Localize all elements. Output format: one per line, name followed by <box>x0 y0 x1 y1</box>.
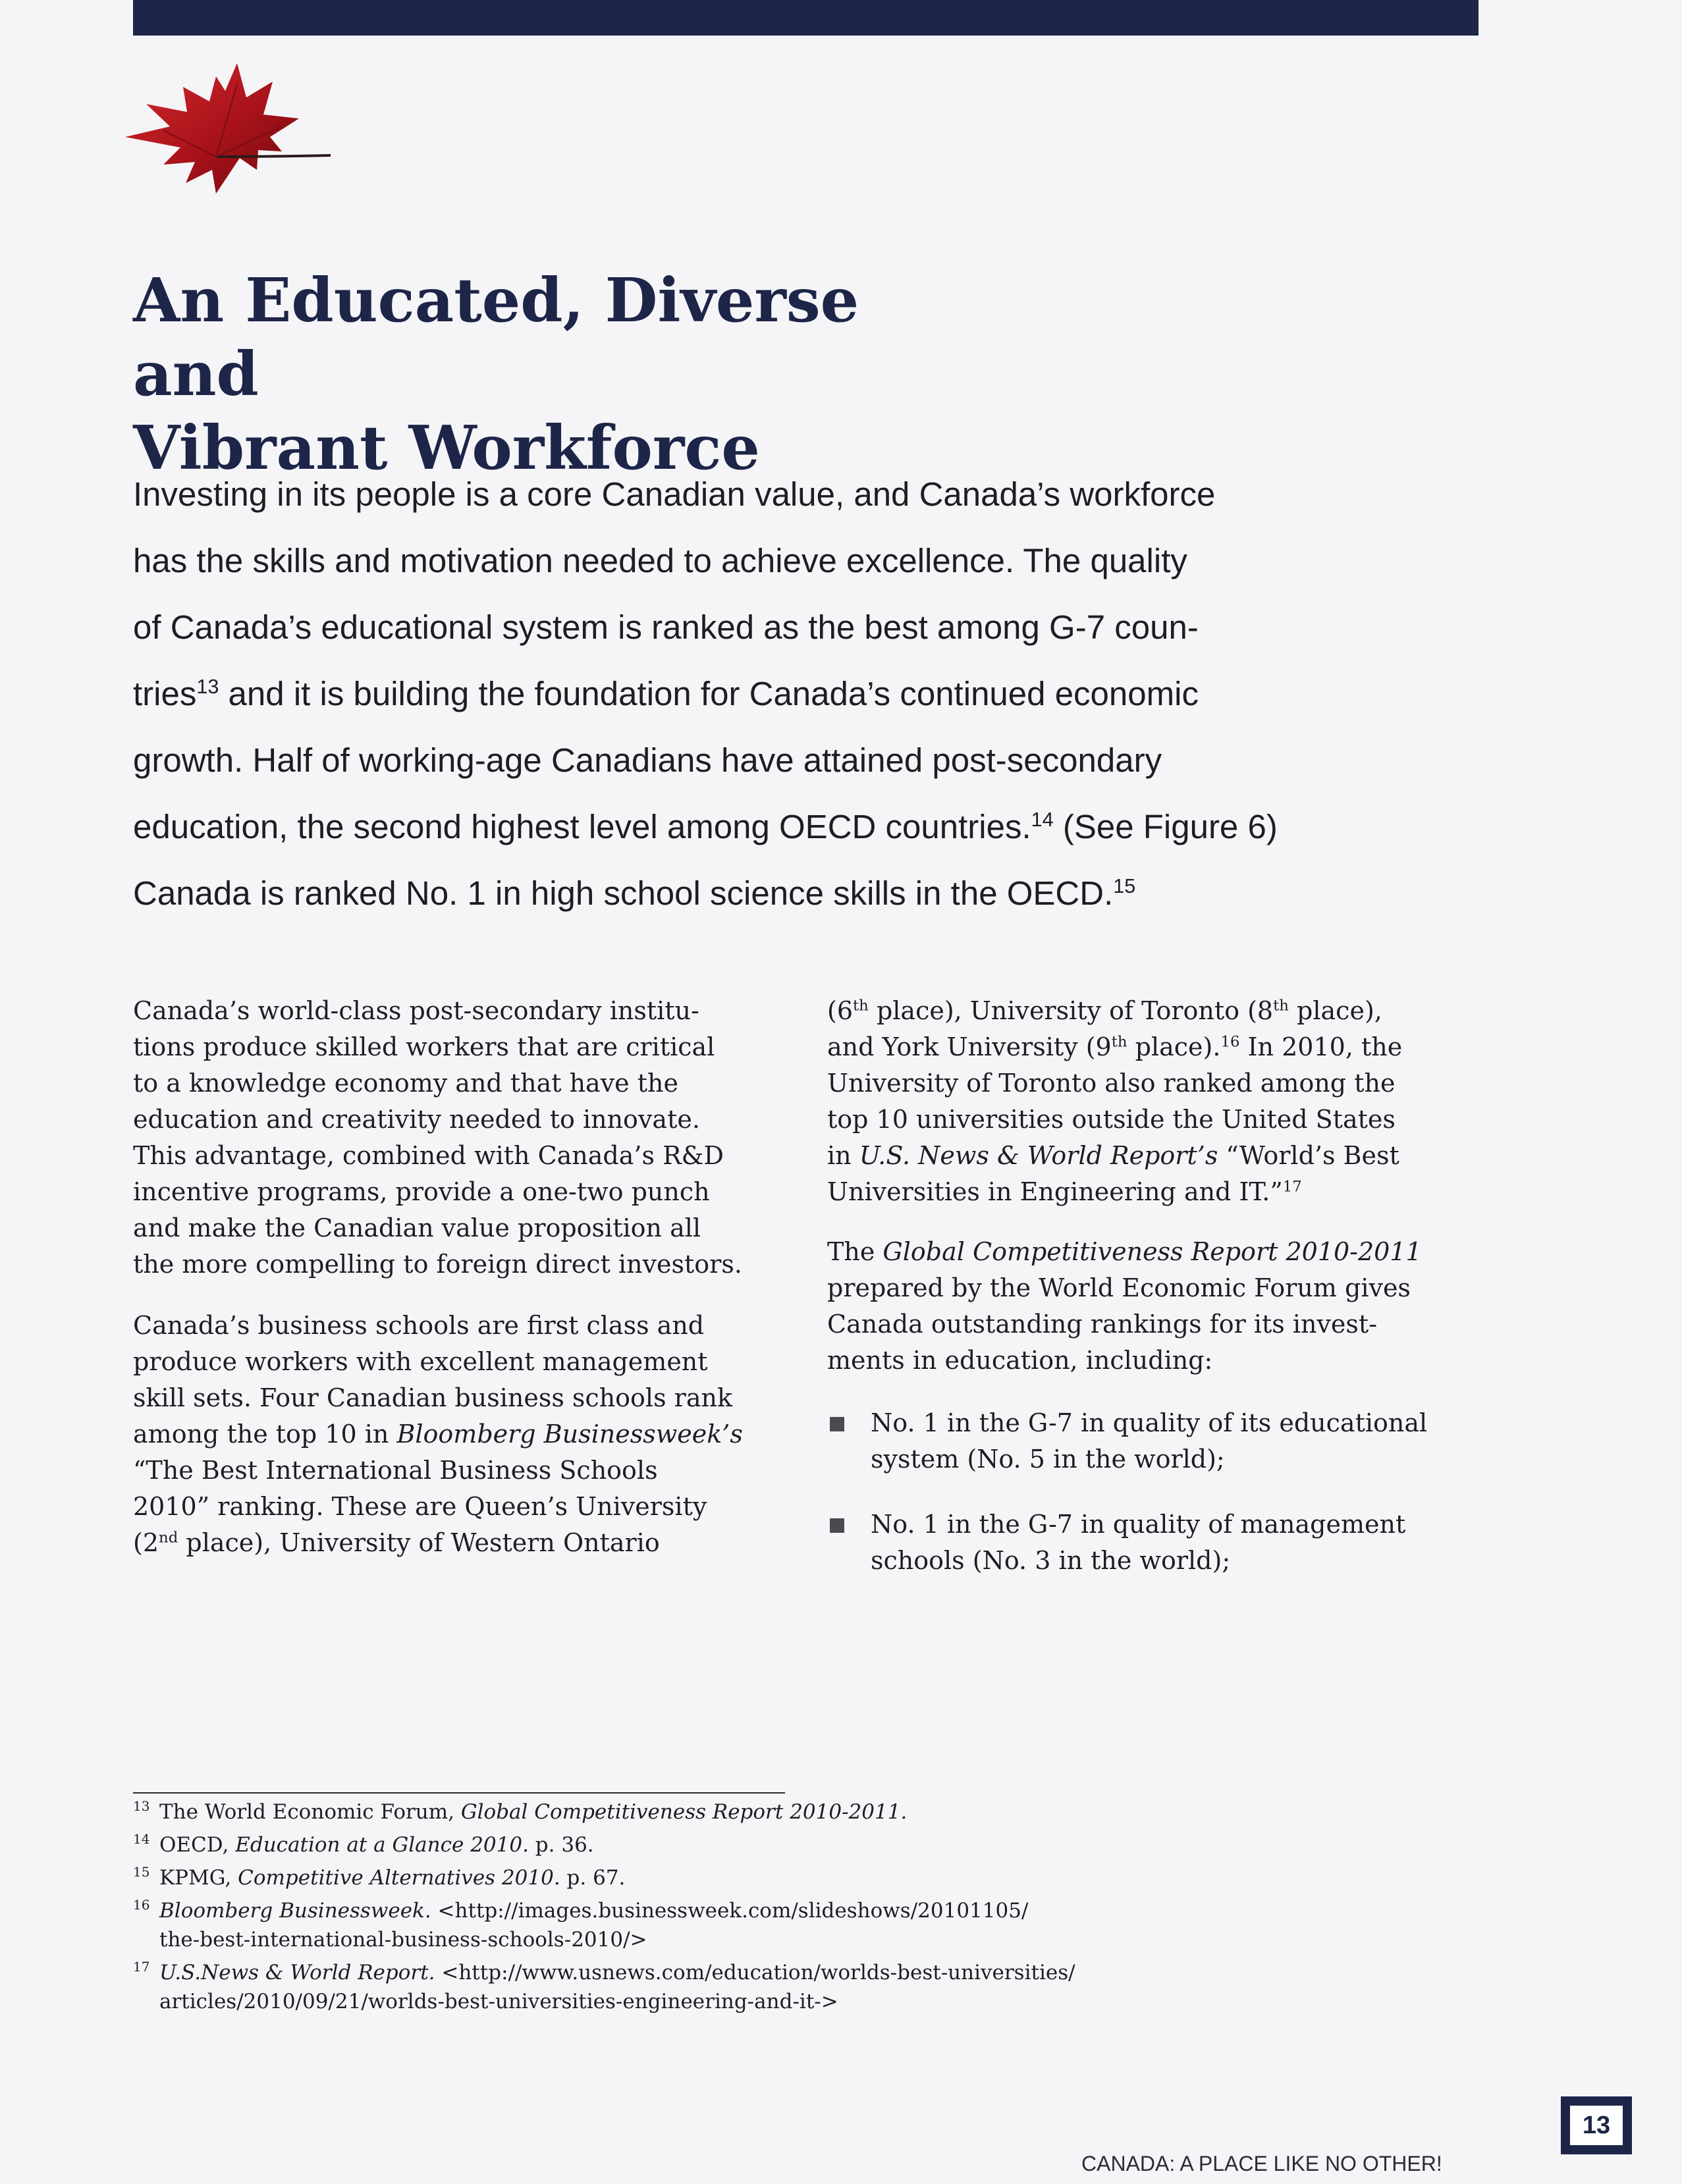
text-line: (2nd place), University of Western Ontario <box>133 1528 660 1557</box>
text-line: the more compelling to foreign direct investors. <box>133 1250 742 1279</box>
list-item <box>827 1506 1506 1579</box>
intro-line: of Canada’s educational system is ranked as the best among G-7 coun- <box>133 608 1199 646</box>
text-line: The Global Competitiveness Report 2010-2011 <box>827 1237 1422 1266</box>
intro-line: Canada is ranked No. 1 in high school science skills in the OECD.$^{15}$ <box>133 874 1136 912</box>
publication-title: Global Competitiveness Report 2010-2011 <box>882 1237 1422 1266</box>
text-line: education and creativity needed to innovate. <box>133 1105 700 1134</box>
footnote <box>133 1896 1450 1954</box>
footnote <box>133 1798 1450 1826</box>
text-line: Canada’s world-class post-secondary institu- <box>133 996 699 1025</box>
text-line: Canada outstanding rankings for its invest- <box>827 1310 1378 1339</box>
text-line: and York University (9th place).$^{16}$ In 2010, the <box>827 1032 1403 1061</box>
text-line: “The Best International Business Schools <box>133 1456 658 1485</box>
bullet-square-icon <box>830 1518 844 1533</box>
text-line: and make the Canadian value proposition all <box>133 1213 701 1242</box>
footnote-number: 17 <box>133 1959 150 1975</box>
intro-line: tries$^{13}$ and it is building the foundation for Canada’s continued economic <box>133 675 1199 712</box>
footnote-link[interactable]: the-best-international-business-schools-2010/> <box>159 1928 647 1952</box>
text-line: No. 1 in the G-7 in quality of management <box>871 1510 1406 1539</box>
footnote-text: OECD, Education at a Glance 2010. p. 36. <box>159 1833 594 1857</box>
intro-line: growth. Half of working-age Canadians have attained post-secondary <box>133 741 1162 779</box>
footnote-text: U.S.News & World Report. <http://www.usnews.com/education/worlds-best-universities/ <box>159 1961 1075 1984</box>
footnote-ref: 16 <box>1220 1033 1240 1051</box>
footnote-ref: 14 <box>1031 809 1054 831</box>
text-line: skill sets. Four Canadian business schools rank <box>133 1383 732 1412</box>
footnote-number: 14 <box>133 1831 150 1847</box>
footnote <box>133 1863 1450 1892</box>
title-line: Vibrant Workforce <box>133 412 760 483</box>
text-line: schools (No. 3 in the world); <box>871 1546 1231 1575</box>
paragraph <box>133 1308 805 1561</box>
list-item <box>827 1405 1506 1478</box>
footnote-number: 16 <box>133 1897 150 1913</box>
page-number: 13 <box>1570 2106 1623 2145</box>
bullet-square-icon <box>830 1417 844 1431</box>
text-line: This advantage, combined with Canada’s R&D <box>133 1141 724 1170</box>
text-line: to a knowledge economy and that have the <box>133 1069 678 1098</box>
text-line: Universities in Engineering and IT.”$^{17}$ <box>827 1177 1302 1206</box>
footnote <box>133 1830 1450 1859</box>
left-column <box>133 993 805 1561</box>
title-line: An Educated, Diverse and <box>133 265 859 410</box>
footnote-number: 15 <box>133 1864 150 1880</box>
publication-title: U.S. News & World Report’s <box>859 1141 1218 1170</box>
footnote-ref: 15 <box>1113 875 1136 897</box>
footnote-divider <box>133 1792 785 1794</box>
text-line: prepared by the World Economic Forum gives <box>827 1273 1411 1302</box>
header-bar <box>133 0 1479 36</box>
footnotes <box>133 1798 1450 2020</box>
text-line: Canada’s business schools are first class and <box>133 1311 705 1340</box>
text-line: No. 1 in the G-7 in quality of its educational <box>871 1408 1428 1437</box>
text-line: system (No. 5 in the world); <box>871 1445 1225 1474</box>
footnote-ref: 13 <box>196 676 219 698</box>
intro-line: education, the second highest level among OECD countries.$^{14}$ (See Figure 6) <box>133 808 1278 845</box>
page-title <box>133 263 989 485</box>
text-line: tions produce skilled workers that are critical <box>133 1032 715 1061</box>
text-line: produce workers with excellent management <box>133 1347 708 1376</box>
maple-leaf-icon <box>117 58 341 209</box>
intro-line: has the skills and motivation needed to achieve excellence. The quality <box>133 542 1187 579</box>
text-line: University of Toronto also ranked among the <box>827 1069 1396 1098</box>
paragraph <box>133 993 805 1283</box>
footer-tagline: CANADA: A PLACE LIKE NO OTHER! <box>1081 2152 1442 2175</box>
text-line: 2010” ranking. These are Queen’s University <box>133 1492 707 1521</box>
right-column <box>827 993 1506 1579</box>
text-line: top 10 universities outside the United States <box>827 1105 1396 1134</box>
intro-line: Investing in its people is a core Canadian value, and Canada’s workforce <box>133 475 1216 513</box>
footnote-ref: 17 <box>1282 1178 1302 1196</box>
paragraph <box>827 993 1506 1210</box>
footnote-text: Bloomberg Businessweek. <http://images.businessweek.com/slideshows/20101105/ <box>159 1899 1029 1923</box>
text-line: (6th place), University of Toronto (8th place), <box>827 996 1382 1025</box>
text-line: incentive programs, provide a one-two punch <box>133 1177 710 1206</box>
footnote-link[interactable]: articles/2010/09/21/worlds-best-universities-engineering-and-it-> <box>159 1990 838 2013</box>
footnote-text: KPMG, Competitive Alternatives 2010. p. 67. <box>159 1866 626 1890</box>
publication-title: Bloomberg Businessweek’s <box>396 1420 743 1449</box>
text-line: in U.S. News & World Report’s “World’s Best <box>827 1141 1399 1170</box>
paragraph <box>827 1234 1506 1379</box>
intro-paragraph <box>133 461 1490 926</box>
footnote-link[interactable]: <http://www.usnews.com/education/worlds-best-universities/ <box>435 1961 1075 1984</box>
text-line: ments in education, including: <box>827 1346 1213 1375</box>
footnote <box>133 1958 1450 2016</box>
footnote-text: The World Economic Forum, Global Competitiveness Report 2010-2011. <box>159 1800 908 1824</box>
text-line: among the top 10 in Bloomberg Businessweek’s <box>133 1420 743 1449</box>
footnote-link[interactable]: <http://images.businessweek.com/slideshows/20101105/ <box>431 1899 1029 1923</box>
footnote-number: 13 <box>133 1798 150 1814</box>
